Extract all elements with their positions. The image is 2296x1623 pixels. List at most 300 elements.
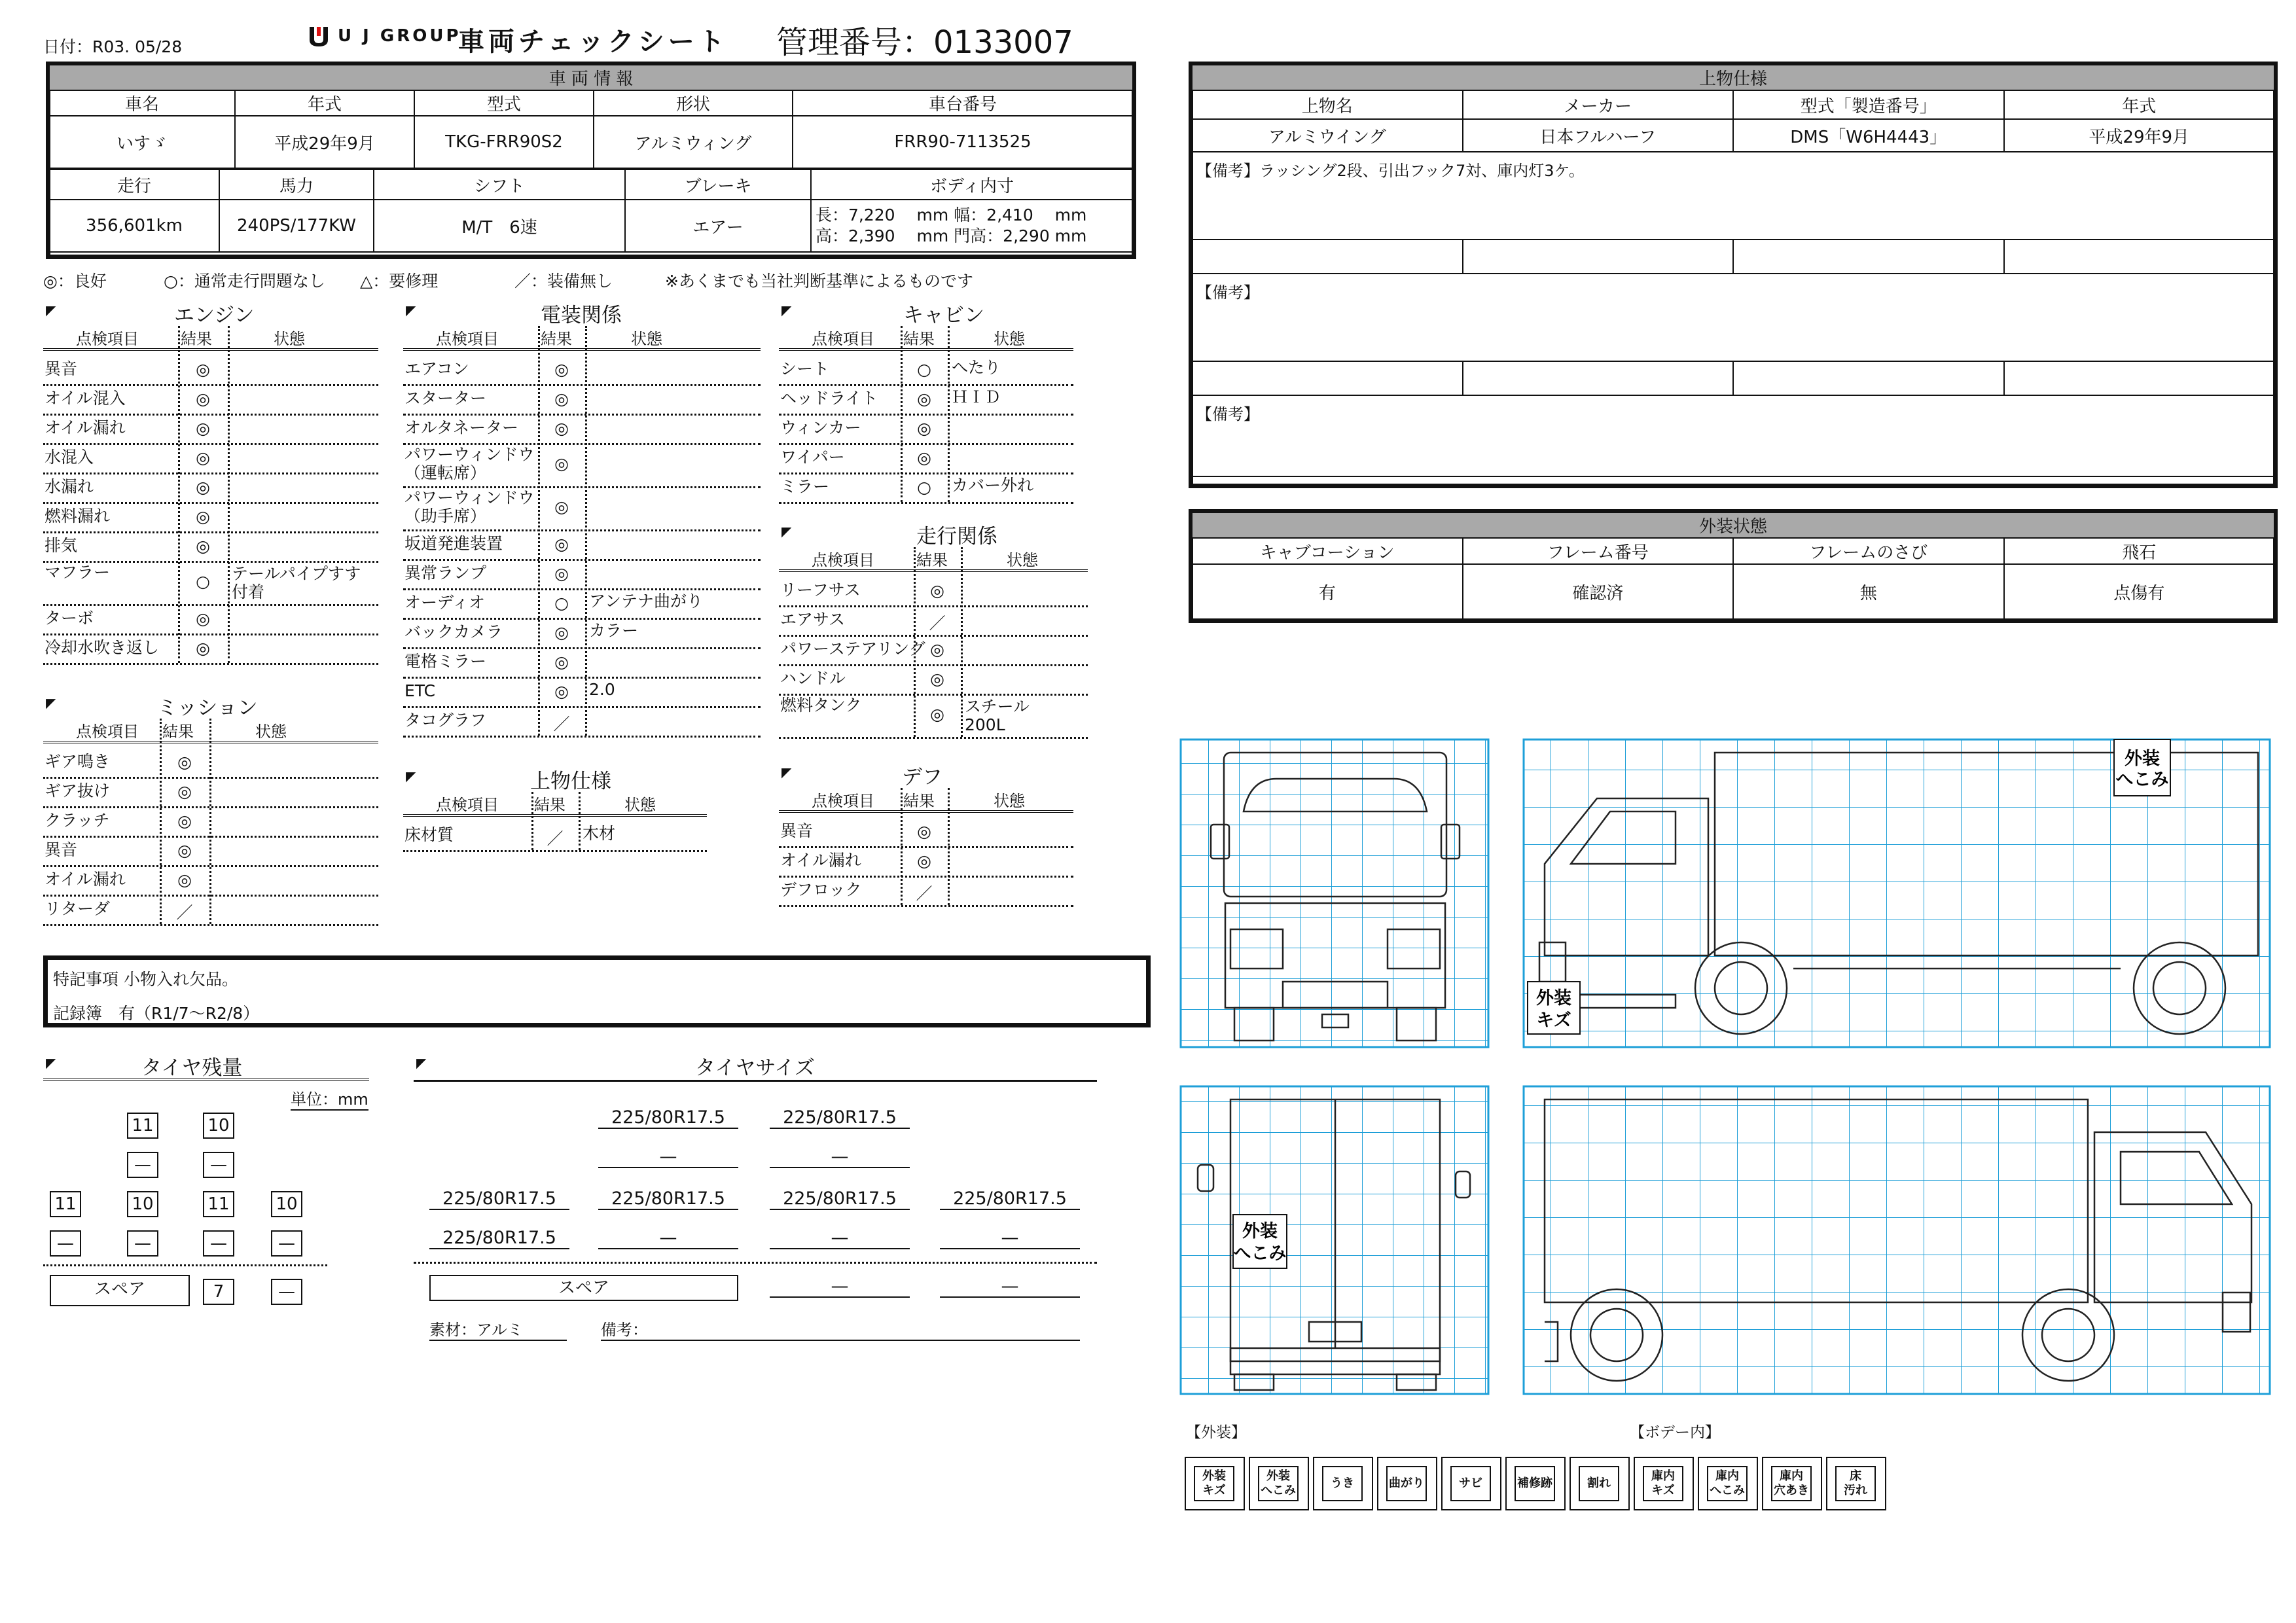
upper_spec-row-status: 木材 (583, 824, 616, 843)
tire-note: 備考： (601, 1317, 1080, 1341)
cabin-col-item: 点検項目 (812, 330, 874, 348)
cabin-row (779, 414, 1073, 445)
mission-row-item: ギア抜け (45, 781, 111, 800)
legend-repair: △：要修理 (360, 272, 439, 291)
header-power: 馬力 (219, 169, 374, 200)
tire-size-rear-2: 225/80R17.5 (598, 1188, 738, 1210)
engine-row-result: ◎ (196, 448, 210, 467)
electrical-col-result: 結果 (541, 330, 572, 348)
running-row-result: ◎ (930, 705, 944, 724)
body-dims-line-1: 長：7,220 mm 幅：2,410 mm (816, 205, 1087, 224)
electrical-row-status: 2.0 (589, 680, 615, 699)
truck-diagrams (1178, 733, 2278, 1407)
damage-legend-label: 庫内 キズ (1643, 1466, 1683, 1501)
tire-remaining-rule (43, 1079, 369, 1081)
cabin-divider-1 (901, 326, 903, 502)
tire-front-left: 11 (127, 1113, 158, 1139)
engine-row-result: ◎ (196, 507, 210, 526)
electrical-row (403, 677, 761, 708)
value-year: 平成29年9月 (235, 116, 414, 168)
electrical-row-item: 坂道発進装置 (404, 534, 503, 553)
exterior-table (1191, 512, 2275, 620)
engine-row-result: ◎ (196, 389, 210, 408)
exterior-header-chip: 飛石 (2004, 538, 2275, 564)
engine-row-item: オイル混入 (45, 389, 126, 408)
damage-legend-label: サビ (1450, 1466, 1491, 1501)
damage-legend-label: 庫内 へこみ (1707, 1466, 1748, 1501)
mission-divider-1 (160, 719, 162, 924)
header-chassis: 車台番号 (793, 90, 1133, 116)
upper-spec-table (1191, 64, 2275, 477)
engine-row-item: マフラー (45, 563, 111, 582)
upper_spec-col-status: 状態 (624, 796, 656, 814)
engine-divider-2 (228, 326, 230, 663)
exterior-value-caution: 有 (1192, 564, 1463, 619)
electrical-row-result: ◎ (554, 454, 569, 473)
value-chassis: FRR90-7113525 (793, 116, 1133, 168)
mission-row-result: ◎ (177, 841, 192, 860)
upper_spec-row-result: ／ (547, 829, 564, 848)
damage-legend-cell (1634, 1457, 1694, 1510)
damage-legend-label: 庫内 穴あき (1771, 1466, 1812, 1501)
upper_spec-row (403, 821, 707, 852)
mission-row-item: リターダ (45, 899, 111, 918)
diff-title: デフ (902, 766, 942, 789)
electrical-row-result: ◎ (554, 360, 569, 379)
electrical-row (403, 588, 761, 620)
diff-divider-2 (948, 788, 950, 905)
exterior-header-caution: キャブコーション (1192, 538, 1463, 564)
electrical-divider-1 (538, 326, 540, 736)
upper-note-2: 【備考】 (1192, 274, 2274, 361)
upper_spec-title: 上物仕様 (530, 770, 611, 793)
tire-size-rear-1: 225/80R17.5 (429, 1188, 569, 1210)
value-model: TKG-FRR90S2 (414, 116, 594, 168)
running-row-result: ◎ (930, 640, 944, 659)
cabin-marker-icon: ◤ (781, 302, 792, 318)
engine-row (43, 531, 378, 563)
exterior-value-rust: 無 (1733, 564, 2004, 619)
management-number: 管理番号：0133007 (776, 24, 1073, 61)
company-logo (308, 25, 461, 47)
value-car-name: いすゞ (49, 116, 235, 168)
electrical-row-status: アンテナ曲がり (589, 592, 704, 611)
mission-row-item: 異音 (45, 840, 78, 859)
damage-mark-1-line-1: 外装 (2125, 749, 2160, 769)
electrical-row-status: カラー (589, 621, 639, 640)
tire-material: 素材：アルミ (429, 1317, 567, 1341)
tire-rear-1: 11 (50, 1191, 81, 1217)
electrical-row-result: ◎ (554, 497, 569, 516)
cabin-row-status: ＨＩＤ (952, 387, 1001, 406)
engine-row (43, 355, 378, 386)
engine-row-item: ターボ (45, 609, 94, 628)
mission-col-item: 点検項目 (76, 722, 139, 741)
mission-col-result: 結果 (162, 722, 194, 741)
sheet-title: 車両チェックシート (458, 27, 728, 57)
diff-marker-icon: ◤ (781, 764, 792, 780)
tire-size-front-right-inner: — (770, 1147, 910, 1168)
electrical-row (403, 355, 761, 386)
cabin-row-item: ミラー (780, 477, 830, 496)
damage-legend-label: 割れ (1579, 1466, 1619, 1501)
upper-header-maker: メーカー (1463, 90, 1734, 119)
cabin-row-result: ◎ (917, 389, 931, 408)
header-body-dims: ボディ内寸 (811, 169, 1133, 200)
tire-rear-2: 10 (127, 1191, 158, 1217)
tire-remaining-divider (43, 1264, 327, 1266)
value-shape: アルミウィング (594, 116, 793, 168)
electrical-row (403, 559, 761, 590)
upper-value-year: 平成29年9月 (2004, 119, 2275, 152)
tire-size-title: タイヤサイズ (695, 1056, 815, 1080)
engine-row (43, 502, 378, 533)
mission-row-item: オイル漏れ (45, 870, 126, 889)
engine-row-item: 冷却水吹き返し (45, 638, 160, 657)
electrical-row-result: ◎ (554, 419, 569, 438)
tire-size-rear-4: 225/80R17.5 (940, 1188, 1080, 1210)
engine-row (43, 473, 378, 504)
electrical-row-item: タコグラフ (404, 711, 487, 730)
tire-rear-inner-4: — (271, 1230, 302, 1257)
diff-row-result: ／ (916, 884, 933, 903)
electrical-col-status: 状態 (631, 330, 662, 348)
engine-row (43, 561, 378, 606)
running-row-result: ◎ (930, 581, 944, 600)
engine-row-item: 排気 (45, 536, 78, 555)
damage-mark-2-line-2: キズ (1536, 1010, 1571, 1031)
tire-size-front-left-inner: — (598, 1147, 738, 1168)
engine-marker-icon: ◤ (46, 302, 56, 318)
exterior-header-rust: フレームのさび (1733, 538, 2004, 564)
upper_spec-row-item: 床材質 (404, 825, 454, 844)
engine-divider-1 (178, 326, 180, 663)
remarks-box (43, 955, 1151, 1027)
electrical-row-item: パワーウィンドウ （運転席） (404, 445, 535, 482)
truck-front-view (1181, 740, 1488, 1047)
engine-row-result: ◎ (196, 360, 210, 379)
running-col-result: 結果 (916, 551, 948, 569)
legend-normal: ○：通常走行問題なし (164, 272, 325, 291)
damage-legend-cell (1441, 1457, 1501, 1510)
running-col-status: 状態 (1007, 551, 1038, 569)
engine-row (43, 443, 378, 474)
upper_spec-col-item: 点検項目 (436, 796, 499, 814)
engine-row-result: ○ (196, 572, 210, 591)
electrical-row-result: ／ (553, 715, 570, 734)
damage-legend-label: 外装 キズ (1194, 1466, 1234, 1501)
electrical-row (403, 443, 761, 488)
tire-size-front-left: 225/80R17.5 (598, 1107, 738, 1129)
cabin-row-item: ヘッドライト (780, 389, 878, 408)
header-mileage: 走行 (49, 169, 219, 200)
tire-size-front-right: 225/80R17.5 (770, 1107, 910, 1129)
tire-size-rear-inner-2: — (598, 1228, 738, 1249)
tire-size-rear-inner-4: — (940, 1228, 1080, 1249)
cabin-row (779, 355, 1073, 386)
diff-row-result: ◎ (917, 851, 931, 870)
engine-row-item: 水混入 (45, 448, 94, 467)
engine-row-result: ◎ (196, 609, 210, 628)
cabin-row-item: ワイパー (780, 448, 845, 467)
diff-row (779, 846, 1073, 878)
mission-row-item: ギア鳴き (45, 752, 111, 771)
running-row-item: リーフサス (780, 580, 861, 599)
diff-row-item: デフロック (780, 880, 862, 899)
running-col-item: 点検項目 (812, 551, 874, 569)
engine-col-item: 点検項目 (76, 330, 139, 348)
cabin-row (779, 443, 1073, 474)
running-row-item: ハンドル (780, 669, 846, 688)
electrical-row-item: バックカメラ (404, 622, 503, 641)
upper-spec-title: 上物仕様 (1192, 65, 2274, 90)
damage-mark-2-line-1: 外装 (1536, 988, 1571, 1008)
damage-legend-label: 補修跡 (1515, 1466, 1555, 1501)
tire-rear-inner-2: — (127, 1230, 158, 1257)
header-year: 年式 (235, 90, 414, 116)
electrical-row (403, 529, 761, 561)
diff-divider-1 (901, 788, 903, 905)
electrical-row (403, 414, 761, 445)
tire-size-rule (414, 1080, 1097, 1082)
running-title: 走行関係 (916, 525, 997, 548)
cabin-row (779, 473, 1073, 504)
electrical-header-rule (403, 348, 761, 351)
running-row-result: ／ (929, 614, 946, 633)
cabin-row-result: ○ (917, 478, 931, 497)
diff-row-item: オイル漏れ (780, 851, 861, 870)
electrical-row-item: エアコン (404, 359, 469, 378)
damage-legend-cell (1505, 1457, 1566, 1510)
electrical-col-item: 点検項目 (436, 330, 499, 348)
damage-mark-scratch (1528, 982, 1580, 1034)
tire-spare-inner: — (271, 1279, 302, 1305)
running-marker-icon: ◤ (781, 524, 792, 539)
header-car-name: 車名 (49, 90, 235, 116)
damage-mark-dent-1 (2114, 740, 2170, 796)
running-row (779, 694, 1088, 739)
electrical-row-result: ◎ (554, 652, 569, 671)
value-brake: エアー (625, 200, 811, 252)
tire-size-marker-icon: ◤ (416, 1055, 427, 1071)
tire-remaining-title: タイヤ残量 (141, 1056, 243, 1080)
tire-rear-inner-1: — (50, 1230, 81, 1257)
electrical-row-item: 異常ランプ (404, 563, 487, 582)
truck-side-view-2 (1524, 1086, 2270, 1394)
upper_spec-header-rule (403, 814, 707, 817)
engine-row-status: テールパイプすす付着 (232, 564, 361, 601)
electrical-marker-icon: ◤ (406, 302, 416, 318)
body-dims-line-2: 高：2,390 mm 門高：2,290 mm (816, 226, 1087, 245)
engine-col-result: 結果 (181, 330, 212, 348)
upper_spec-divider-1 (531, 792, 533, 850)
upper-value-model: DMS「W6H4443」 (1733, 119, 2004, 152)
electrical-divider-2 (585, 326, 587, 736)
damage-mark-1-line-2: へこみ (2115, 770, 2169, 790)
mission-row-result: ◎ (177, 782, 192, 801)
tire-rear-3: 11 (203, 1191, 234, 1217)
electrical-row-item: 電格ミラー (404, 652, 487, 671)
tire-front-left-inner: — (127, 1152, 158, 1178)
tire-size-spare-1: — (770, 1276, 910, 1298)
running-row (779, 635, 1088, 666)
damage-legend-cell (1377, 1457, 1437, 1510)
damage-mark-3-line-1: 外装 (1242, 1221, 1278, 1241)
tire-remaining-marker-icon: ◤ (46, 1055, 56, 1071)
electrical-row (403, 706, 761, 738)
electrical-title: 電装関係 (541, 304, 622, 327)
legend-none: ／：装備無し (514, 272, 613, 291)
mission-row-result: ◎ (177, 870, 192, 889)
legend-label-body: 【ボデー内】 (1630, 1424, 1720, 1441)
exterior-header-frame-no: フレーム番号 (1463, 538, 1734, 564)
engine-title: エンジン (174, 304, 255, 327)
tire-size-rear-inner-3: — (770, 1228, 910, 1249)
engine-row (43, 633, 378, 665)
date-label: 日付：R03. 05/28 (43, 37, 183, 56)
engine-row-item: 異音 (45, 359, 78, 378)
running-row-item: 燃料タンク (780, 696, 862, 715)
exterior-title: 外装状態 (1192, 512, 2274, 538)
damage-legend-cell (1185, 1457, 1245, 1510)
electrical-row-item: オーディオ (404, 593, 486, 612)
engine-row-item: 水漏れ (45, 477, 94, 496)
upper-header-name: 上物名 (1192, 90, 1463, 119)
engine-header-rule (43, 348, 378, 351)
exterior-value-frame-no: 確認済 (1463, 564, 1734, 619)
header-brake: ブレーキ (625, 169, 811, 200)
engine-row-result: ◎ (196, 639, 210, 658)
mission-row-result: ／ (176, 903, 193, 922)
tire-size-divider (414, 1262, 1097, 1264)
running-row-status: スチール 200L (965, 697, 1030, 734)
truck-rear-view (1181, 1086, 1488, 1394)
mission-title: ミッション (157, 696, 258, 720)
tire-size-spare-label: スペア (429, 1275, 738, 1301)
tire-size-spare-2: — (940, 1276, 1080, 1298)
electrical-row-result: ○ (554, 594, 569, 613)
engine-row-item: 燃料漏れ (45, 507, 111, 526)
engine-row (43, 384, 378, 416)
mission-row-result: ◎ (177, 753, 192, 772)
electrical-row-result: ◎ (554, 682, 569, 701)
running-row (779, 664, 1088, 696)
engine-row (43, 414, 378, 445)
cabin-row-status: カバー外れ (952, 476, 1034, 495)
mission-marker-icon: ◤ (46, 695, 56, 711)
diff-col-result: 結果 (903, 792, 935, 810)
running-row (779, 576, 1088, 607)
upper-header-year: 年式 (2004, 90, 2275, 119)
cabin-row (779, 384, 1073, 416)
electrical-row-item: オルタネーター (404, 418, 519, 437)
mission-row-result: ◎ (177, 812, 192, 830)
cabin-header-rule (779, 348, 1073, 351)
damage-legend-cell (1698, 1457, 1758, 1510)
upper-value-maker: 日本フルハーフ (1463, 119, 1734, 152)
electrical-row-result: ◎ (554, 564, 569, 583)
mission-divider-2 (209, 719, 211, 924)
engine-col-status: 状態 (274, 330, 305, 348)
vehicle-info-table-2 (48, 169, 1134, 253)
upper-note-3: 【備考】 (1192, 395, 2274, 476)
cabin-divider-2 (948, 326, 950, 502)
diff-row (779, 876, 1073, 907)
diff-row (779, 817, 1073, 848)
electrical-row-result: ◎ (554, 623, 569, 642)
electrical-row (403, 384, 761, 416)
tire-unit-label: 単位：mm (291, 1086, 368, 1111)
legend-good: ◎：良好 (43, 272, 107, 291)
value-shift: M/T 6速 (374, 200, 625, 252)
engine-row-result: ◎ (196, 478, 210, 497)
cabin-row-item: ウィンカー (780, 418, 861, 437)
tire-spare-label: スペア (50, 1275, 190, 1306)
upper_spec-divider-2 (579, 792, 581, 850)
cabin-col-result: 結果 (903, 330, 935, 348)
running-row (779, 605, 1088, 637)
mission-col-status: 状態 (255, 722, 287, 741)
electrical-row (403, 618, 761, 649)
cabin-row-status: へたり (952, 358, 1001, 377)
legend-note: ※あくまでも当社判断基準によるものです (665, 272, 973, 291)
upper_spec-col-result: 結果 (534, 796, 565, 814)
value-body-dims (811, 200, 1133, 252)
remarks-line-1: 特記事項 小物入れ欠品。 (53, 970, 238, 989)
tire-rear-inner-3: — (203, 1230, 234, 1257)
remarks-line-2: 記録簿 有（R1/7～R2/8） (53, 1004, 260, 1023)
damage-legend-cell (1249, 1457, 1309, 1510)
diff-col-status: 状態 (994, 792, 1025, 810)
tire-front-right-inner: — (203, 1152, 234, 1178)
damage-legend-cell (1570, 1457, 1630, 1510)
running-divider-2 (961, 547, 963, 737)
diff-header-rule (779, 810, 1073, 813)
vehicle-info-title: 車 両 情 報 (49, 65, 1133, 90)
header-shape: 形状 (594, 90, 793, 116)
diff-col-item: 点検項目 (812, 792, 874, 810)
damage-mark-dent-2 (1233, 1215, 1287, 1268)
header-model: 型式 (414, 90, 594, 116)
vehicle-info-table-1 (48, 64, 1134, 169)
tire-size-rear-inner-1: 225/80R17.5 (429, 1228, 569, 1249)
engine-row-item: オイル漏れ (45, 418, 126, 437)
electrical-row-result: ◎ (554, 535, 569, 554)
tire-spare-value: 7 (203, 1279, 234, 1305)
diff-row-result: ◎ (917, 822, 931, 841)
running-header-rule (779, 569, 1088, 572)
engine-row-result: ◎ (196, 419, 210, 438)
cabin-row-result: ○ (917, 360, 931, 379)
electrical-row (403, 647, 761, 679)
upper_spec-marker-icon: ◤ (406, 768, 416, 784)
damage-legend-cell (1762, 1457, 1822, 1510)
exterior-value-chip: 点傷有 (2004, 564, 2275, 619)
cabin-title: キャビン (903, 304, 984, 327)
damage-legend-label: うき (1322, 1466, 1363, 1501)
legend-label-exterior: 【外装】 (1186, 1424, 1246, 1441)
logo-text: U J GROUP (338, 26, 461, 46)
electrical-row-item: スターター (404, 389, 487, 408)
cabin-row-result: ◎ (917, 448, 931, 467)
damage-legend-cell (1826, 1457, 1886, 1510)
electrical-row (403, 486, 761, 531)
damage-legend-label: 外装 へこみ (1258, 1466, 1299, 1501)
damage-mark-3-line-2: へこみ (1233, 1243, 1287, 1264)
diff-row-item: 異音 (780, 821, 814, 840)
cabin-row-item: シート (780, 359, 830, 378)
running-row-result: ◎ (930, 669, 944, 688)
